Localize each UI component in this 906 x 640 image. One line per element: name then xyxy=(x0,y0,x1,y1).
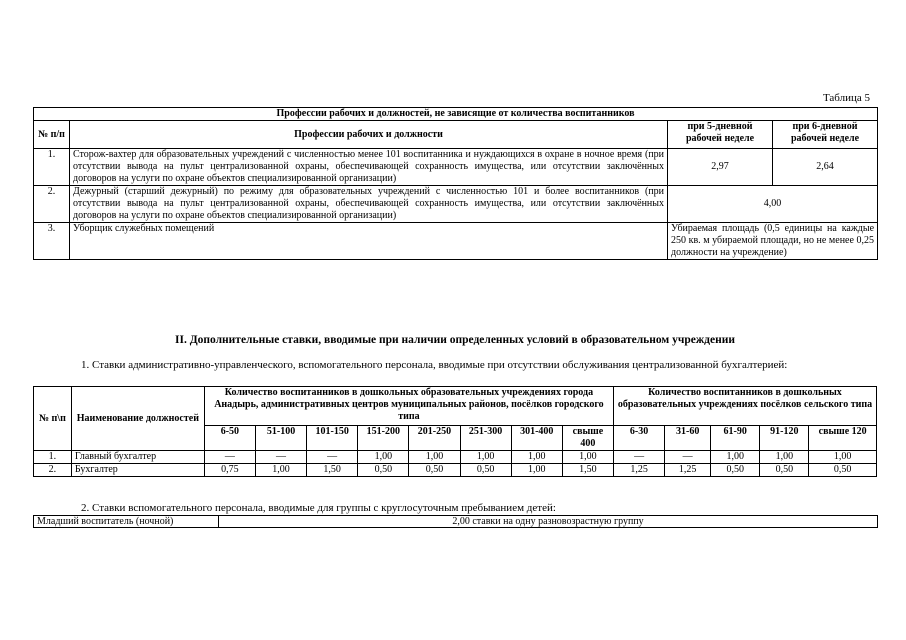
row-number: 1. xyxy=(34,451,72,464)
table-cell: 1,00 xyxy=(511,464,562,477)
row-position-name: Младший воспитатель (ночной) xyxy=(34,516,219,528)
night-staff-table xyxy=(33,515,878,528)
row-profession-text: Сторож-вахтер для образовательных учреждений с численностью менее 101 воспитанника и нуждающихся в охране в ночное время (при отсутствии вывода на пульт централизованной охраны, обеспечивающей сохранность имущества, или отсутствии заключённых договоров на услуги по охране объектов специализированной организации) xyxy=(70,149,668,186)
table-row xyxy=(34,149,878,186)
row-number: 1. xyxy=(34,149,70,186)
row-number: 2. xyxy=(34,186,70,223)
table-cell: — xyxy=(307,451,358,464)
table-cell: 1,00 xyxy=(409,451,460,464)
table-row xyxy=(34,464,877,477)
professions-table-header-row xyxy=(34,121,878,149)
table-row xyxy=(34,223,878,260)
table-cell: 1,50 xyxy=(307,464,358,477)
row-profession-text: Дежурный (старший дежурный) по режиму для образовательных учреждений с численностью 101 и более воспитанников (при отсутствии вывода на пульт централизованной охраны, обеспечивающей сохранность имущества, или отсутствии заключённых договоров на услуги по охране объектов специализированной организации) xyxy=(70,186,668,223)
column-header: 6-30 xyxy=(614,426,665,451)
row-value-merged: 4,00 xyxy=(668,186,878,223)
table-cell: — xyxy=(204,451,255,464)
header-6-day-week: при 6-дневной рабочей неделе xyxy=(773,121,878,149)
header-rural-group: Количество воспитанников в дошкольных образовательных учреждениях посёлков сельского типа xyxy=(614,387,877,426)
table-cell: 1,00 xyxy=(255,464,306,477)
column-header: 201-250 xyxy=(409,426,460,451)
paragraph-1: 1. Ставки административно-управленческого, вспомогательного персонала, вводимые при отсутствии обслуживания централизованной бухгалтерией: xyxy=(81,359,788,371)
section-heading: II. Дополнительные ставки, вводимые при наличии определенных условий в образовательном учреждении xyxy=(175,334,735,346)
paragraph-2: 2. Ставки вспомогательного персонала, вводимые для группы с круглосуточным пребыванием детей: xyxy=(81,502,556,514)
row-value-5-day: 2,97 xyxy=(668,149,773,186)
row-value: 2,00 ставки на одну разновозрастную группу xyxy=(219,516,878,528)
column-header: 101-150 xyxy=(307,426,358,451)
row-position-name: Главный бухгалтер xyxy=(71,451,204,464)
table-row xyxy=(34,186,878,223)
table-cell: 0,50 xyxy=(711,464,760,477)
row-value-merged: Убираемая площадь (0,5 единицы на каждые 250 кв. м убираемой площади, но не менее 0,25 должности на учреждение) xyxy=(668,223,878,260)
table-caption: Таблица 5 xyxy=(822,92,870,104)
row-value-6-day: 2,64 xyxy=(773,149,878,186)
table-cell: 1,00 xyxy=(562,451,613,464)
table-cell: 1,00 xyxy=(809,451,877,464)
column-header: 301-400 xyxy=(511,426,562,451)
column-header: 6-50 xyxy=(204,426,255,451)
column-header: 151-200 xyxy=(358,426,409,451)
header-position-name: Наименование должностей xyxy=(71,387,204,451)
column-header: 91-120 xyxy=(760,426,809,451)
professions-table xyxy=(33,107,878,260)
table-cell: 0,50 xyxy=(409,464,460,477)
table-cell: 0,50 xyxy=(460,464,511,477)
header-5-day-week: при 5-дневной рабочей неделе xyxy=(668,121,773,149)
column-header: свыше 120 xyxy=(809,426,877,451)
column-header: 251-300 xyxy=(460,426,511,451)
table-cell: 1,00 xyxy=(760,451,809,464)
table-cell: — xyxy=(665,451,711,464)
row-position-name: Бухгалтер xyxy=(71,464,204,477)
header-profession: Профессии рабочих и должности xyxy=(70,121,668,149)
row-number: 3. xyxy=(34,223,70,260)
table-cell: 1,25 xyxy=(665,464,711,477)
column-header: 31-60 xyxy=(665,426,711,451)
header-num: № п\п xyxy=(34,387,72,451)
row-profession-text: Уборщик служебных помещений xyxy=(70,223,668,260)
table-cell: 1,00 xyxy=(711,451,760,464)
table-cell: 1,00 xyxy=(460,451,511,464)
column-header: 51-100 xyxy=(255,426,306,451)
column-header: свыше 400 xyxy=(562,426,613,451)
table-cell: 0,50 xyxy=(760,464,809,477)
table-cell: 1,25 xyxy=(614,464,665,477)
table-cell: 1,00 xyxy=(358,451,409,464)
professions-table-title: Профессии рабочих и должностей, не зависящие от количества воспитанников xyxy=(34,108,878,121)
accounting-staff-table xyxy=(33,386,877,477)
column-header: 61-90 xyxy=(711,426,760,451)
table-cell: 1,00 xyxy=(511,451,562,464)
accounting-table-header-row-1 xyxy=(34,387,877,426)
professions-table-title-row xyxy=(34,108,878,121)
header-urban-group: Количество воспитанников в дошкольных образовательных учреждениях города Анадырь, административных центров муниципальных районов, посёлков городского типа xyxy=(204,387,613,426)
table-cell: 0,50 xyxy=(358,464,409,477)
table-row xyxy=(34,516,878,528)
table-cell: 1,50 xyxy=(562,464,613,477)
table-row xyxy=(34,451,877,464)
table-cell: — xyxy=(614,451,665,464)
header-num: № п/п xyxy=(34,121,70,149)
row-number: 2. xyxy=(34,464,72,477)
table-cell: 0,50 xyxy=(809,464,877,477)
table-cell: — xyxy=(255,451,306,464)
table-cell: 0,75 xyxy=(204,464,255,477)
